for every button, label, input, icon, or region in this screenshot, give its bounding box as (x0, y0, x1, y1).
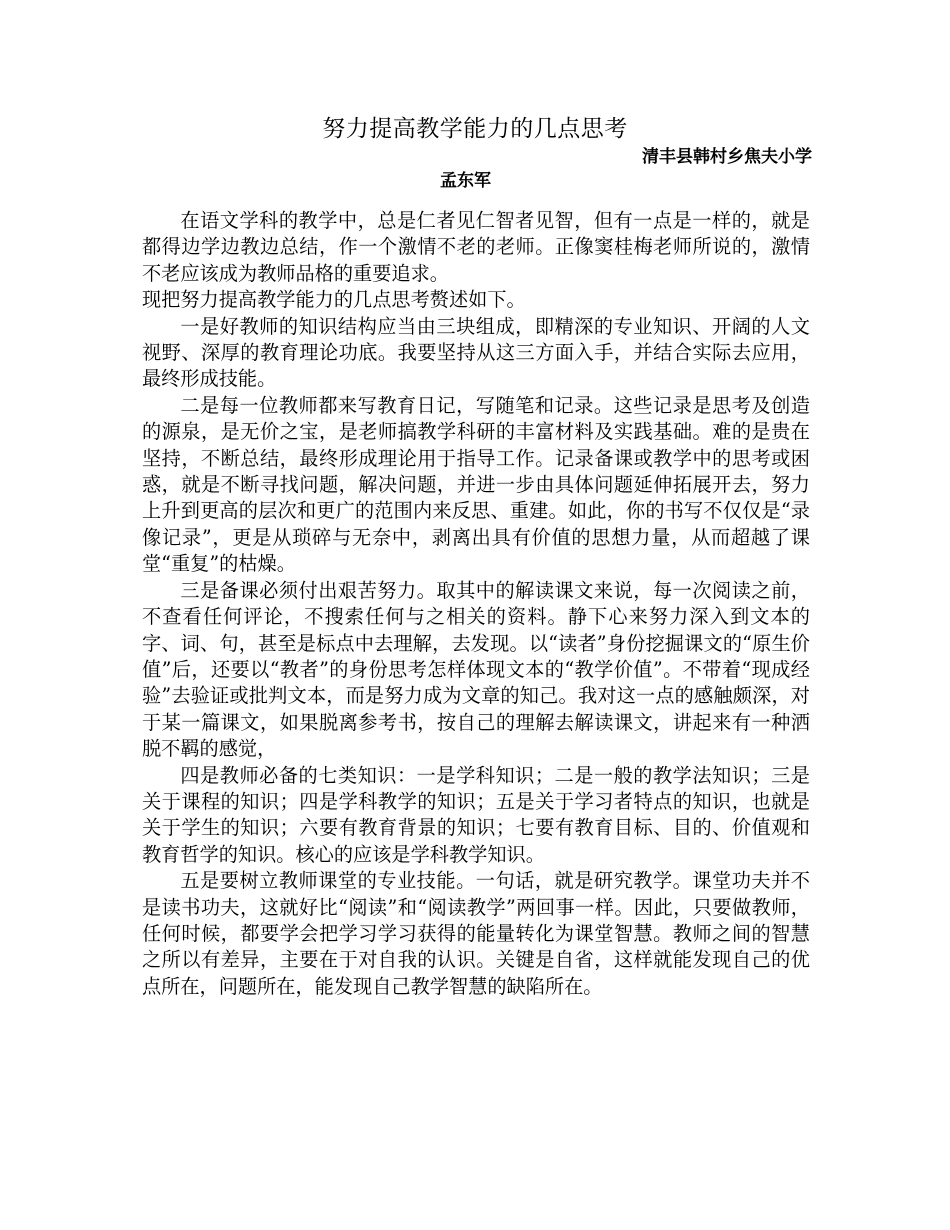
paragraph-point-1: 一是好教师的知识结构应当由三块组成，即精深的专业知识、开阔的人文视野、深厚的教育理论功底。我要坚持从这三方面入手，并结合实际去应用，最终形成技能。 (142, 314, 810, 391)
paragraph-point-5: 五是要树立教师课堂的专业技能。一句话，就是研究教学。课堂功夫并不是读书功夫，这就好比“阅读”和“阅读教学”两回事一样。因此，只要做教师，任何时候，都要学会把学习学习获得的能量转化为课堂智慧。教师之间的智慧之所以有差异，主要在于对自我的认识。关键是自省，这样就能发现自己的优点所在，问题所在，能发现自己教学智慧的缺陷所在。 (142, 869, 810, 998)
document-title: 努力提高教学能力的几点思考 (322, 116, 628, 142)
paragraph-point-2: 二是每一位教师都来写教育日记，写随笔和记录。这些记录是思考及创造的源泉，是无价之宝，是老师搞教学科研的丰富材料及实践基础。难的是贵在坚持，不断总结，最终形成理论用于指导工作。记录备课或教学中的思考或困惑，就是不断寻找问题，解决问题，并进一步由具体问题延伸拓展开去，努力上升到更高的层次和更广的范围内来反思、重建。如此，你的书写不仅仅是“录像记录”，更是从琐碎与无奈中，剥离出具有价值的思想力量，从而超越了课堂“重复”的枯燥。 (142, 393, 810, 576)
paragraph-lead-in: 现把努力提高教学能力的几点思考赘述如下。 (142, 288, 526, 312)
author-school: 清丰县韩村乡焦夫小学 (642, 147, 812, 167)
paragraph-point-4: 四是教师必备的七类知识：一是学科知识；二是一般的教学法知识；三是关于课程的知识；四是学科教学的知识；五是关于学习者特点的知识，也就是关于学生的知识；六要有教育背景的知识；七要有教育目标、目的、价值观和教育哲学的知识。核心的应该是学科教学知识。 (142, 763, 810, 866)
document-body (142, 208, 810, 1000)
paragraph-intro: 在语文学科的教学中，总是仁者见仁智者见智，但有一点是一样的，就是都得边学边教边总结，作一个激情不老的老师。正像窦桂梅老师所说的，激情不老应该成为教师品格的重要追求。 (142, 209, 810, 285)
author-name: 孟东军 (440, 171, 491, 191)
paragraph-point-3: 三是备课必须付出艰苦努力。取其中的解读课文来说，每一次阅读之前，不查看任何评论，不搜索任何与之相关的资料。静下心来努力深入到文本的字、词、句，甚至是标点中去理解，去发现。以“读者”身份挖掘课文的“原生价值”后，还要以“教者”的身份思考怎样体现文本的“教学价值”。不带着“现成经验”去验证或批判文本，而是努力成为文章的知己。我对这一点的感触颇深，对于某一篇课文，如果脱离参考书，按自己的理解去解读课文，讲起来有一种洒脱不羁的感觉， (142, 578, 810, 761)
